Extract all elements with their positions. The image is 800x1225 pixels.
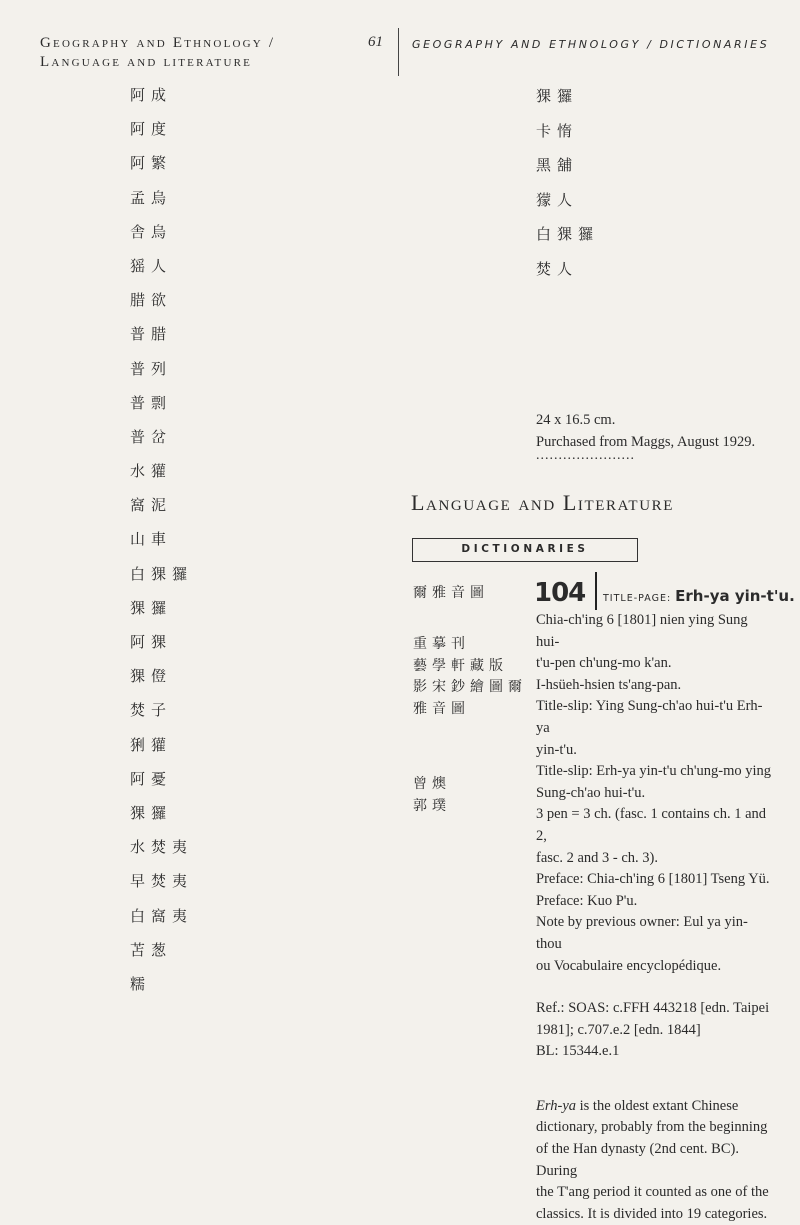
- cjk-term: 舎烏: [130, 222, 173, 241]
- cjk-slip-line: 雅音圖: [413, 700, 470, 717]
- running-header-left: [40, 34, 370, 72]
- reference-line: BL: 15344.e.1: [536, 1043, 620, 1060]
- entry-line: Note by previous owner: Eul ya yin-thou: [536, 914, 748, 952]
- page-number: 61: [368, 34, 383, 50]
- cjk-preface-line: 曾燠: [413, 776, 451, 792]
- cjk-term: 早焚夷: [130, 872, 194, 891]
- description-line: of the Han dynasty (2nd cent. BC). During: [536, 1141, 739, 1179]
- description-line: the T'ang period it counted as one of the: [536, 1184, 769, 1201]
- entry-line: yin-t'u.: [536, 741, 577, 758]
- cjk-term: 獴人: [536, 190, 579, 209]
- cjk-right-column: [536, 86, 656, 293]
- cjk-slip-line: 重摹刊: [413, 636, 470, 652]
- description-line: [536, 1096, 772, 1118]
- entry-body: [536, 610, 772, 1225]
- cjk-slip-line: 影宋鈔繪圖爾: [413, 679, 527, 696]
- cjk-term: 阿度: [130, 120, 173, 139]
- cjk-term: 猓玀: [130, 803, 173, 822]
- cjk-term: 普剽: [130, 393, 173, 412]
- item-details: [536, 410, 776, 453]
- entry-line: Title-slip: Erh-ya yin-t'u ch'ung-mo ying: [536, 763, 772, 780]
- header-left-line2: Language and literature: [40, 54, 253, 70]
- entry-line: Title-slip: Ying Sung-ch'ao hui-t'u Erh-ya: [536, 698, 763, 736]
- provenance: Purchased from Maggs, August 1929.: [536, 433, 756, 450]
- cjk-term: 焚子: [130, 701, 173, 720]
- cjk-term: 水獾: [130, 462, 173, 481]
- cjk-preface-block: [413, 773, 451, 816]
- description-text: is the oldest extant Chinese: [576, 1097, 739, 1114]
- entry-line: Preface: Chia-ch'ing 6 [1801] Tseng Yü.: [536, 871, 770, 888]
- cjk-term: 苫葱: [130, 940, 173, 959]
- cjk-term: 普腊: [130, 325, 173, 344]
- entry-line: fasc. 2 and 3 - ch. 3).: [536, 849, 658, 866]
- description-line: dictionary, probably from the beginning: [536, 1119, 768, 1136]
- cjk-term: 猓玀: [536, 87, 579, 105]
- cjk-left-column: [130, 85, 250, 1008]
- cjk-term: 普岔: [130, 427, 173, 446]
- cjk-term: 白猓玀: [536, 225, 600, 243]
- cjk-term: 阿成: [130, 86, 173, 104]
- cjk-term: 猁獾: [130, 735, 173, 754]
- running-header-right: GEOGRAPHY AND ETHNOLOGY / DICTIONARIES: [412, 38, 770, 51]
- cjk-term: 卡惰: [536, 121, 579, 140]
- dotted-separator: ......................: [536, 448, 635, 463]
- cjk-term: 山車: [130, 530, 173, 549]
- description-line: classics. It is divided into 19 categories.: [536, 1205, 768, 1222]
- reference-line: Ref.: SOAS: c.FFH 443218 [edn. Taipei: [536, 1000, 770, 1017]
- section-box: [412, 538, 638, 562]
- cjk-term: 孟烏: [130, 188, 173, 207]
- dimensions: 24 x 16.5 cm.: [536, 412, 616, 428]
- entry-title: Erh-ya yin-t'u.: [675, 587, 795, 605]
- header-left-line1: Geography and Ethnology /: [40, 35, 276, 51]
- cjk-term: 窩泥: [130, 496, 173, 515]
- cjk-slip-block: [413, 633, 527, 719]
- entry-line: 3 pen = 3 ch. (fasc. 1 contains ch. 1 and 2,: [536, 806, 767, 844]
- entry-line: Sung-ch'ao hui-t'u.: [536, 784, 646, 801]
- cjk-term: 焚人: [536, 259, 579, 278]
- entry-heading: [603, 586, 795, 605]
- cjk-term: 猺人: [130, 256, 173, 275]
- cjk-entry-title: 爾雅音圖: [413, 585, 489, 601]
- section-title: Language and Literature: [411, 490, 674, 515]
- header-divider: [398, 28, 399, 76]
- cjk-term: 猓玀: [130, 598, 173, 617]
- cjk-term: 糯: [130, 974, 152, 993]
- entry-line: Preface: Kuo P'u.: [536, 892, 638, 909]
- cjk-slip-line: 藝學軒藏版: [413, 657, 508, 674]
- cjk-term: 白窩夷: [130, 906, 194, 925]
- cjk-term: 阿繁: [130, 154, 173, 173]
- cjk-term: 普列: [130, 359, 173, 378]
- cjk-term: 腊欲: [130, 291, 173, 310]
- cjk-term: 阿憂: [130, 769, 173, 788]
- cjk-term: 阿猓: [130, 633, 173, 651]
- entry-line: ou Vocabulaire encyclopédique.: [536, 957, 722, 974]
- reference-line: 1981]; c.707.e.2 [edn. 1844]: [536, 1021, 701, 1038]
- cjk-term: 猓僜: [130, 667, 173, 686]
- cjk-term: 黑舖: [536, 156, 579, 174]
- cjk-term: 水焚夷: [130, 838, 194, 857]
- entry-line: Chia-ch'ing 6 [1801] nien ying Sung hui-: [536, 612, 748, 650]
- description-italic-term: Erh-ya: [536, 1097, 577, 1114]
- cjk-preface-line: 郭璞: [413, 797, 451, 814]
- title-page-label: TITLE-PAGE:: [603, 593, 672, 604]
- entry-line: I-hsüeh-hsien ts'ang-pan.: [536, 676, 682, 693]
- entry-rule: [595, 572, 597, 610]
- entry-line: t'u-pen ch'ung-mo k'an.: [536, 655, 672, 672]
- cjk-term: 白猓玀: [130, 564, 194, 583]
- section-box-label: DICTIONARIES: [461, 543, 589, 555]
- entry-number: 104: [534, 578, 586, 608]
